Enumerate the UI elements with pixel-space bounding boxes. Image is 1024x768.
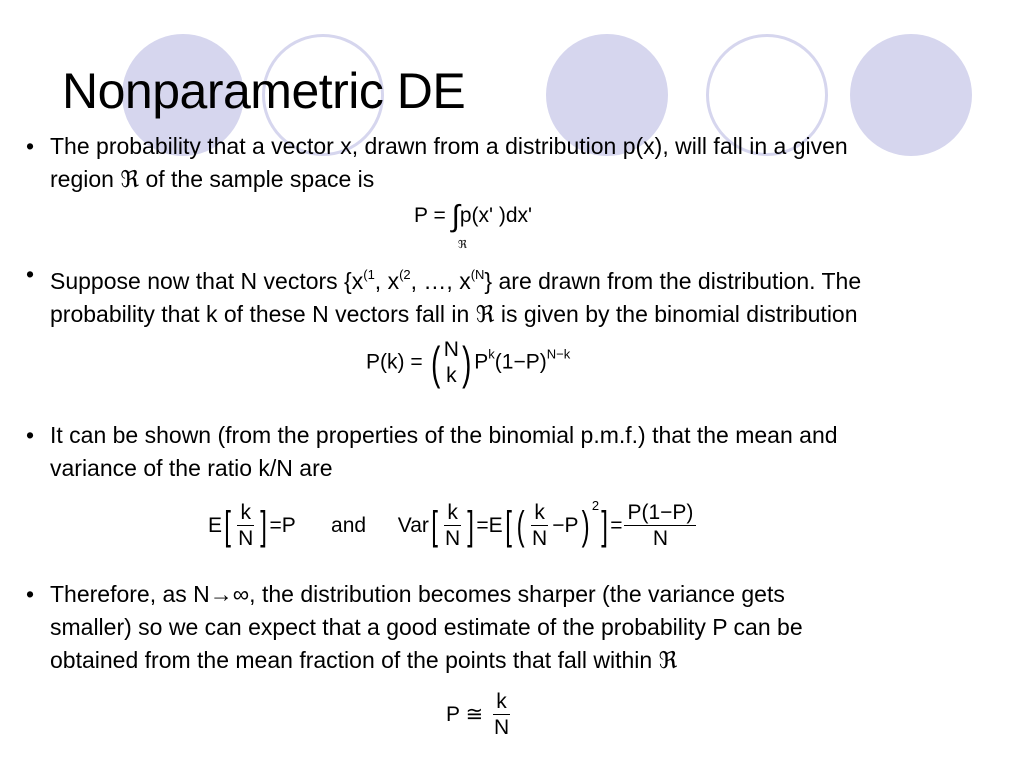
eq3-frac3-den: N <box>532 526 548 550</box>
eq2-bottom: k <box>446 364 457 387</box>
eq2-factor-exp: N−k <box>546 346 571 362</box>
region-symbol: ℜ <box>475 302 495 328</box>
bullet-1-text <box>50 130 1016 197</box>
bullet-1 <box>26 130 1016 197</box>
eq2-top: N <box>443 338 459 361</box>
slide-title: Nonparametric DE <box>62 63 466 119</box>
bullet-4-text <box>50 578 1016 678</box>
eq3-rbracket-3: ] <box>601 503 608 548</box>
eq2-equals: = <box>410 350 423 374</box>
eq2-p: P <box>474 350 489 374</box>
eq4-approx: ≅ <box>465 703 484 727</box>
eq2-lhs: P(k) <box>366 350 405 374</box>
eq3-frac2-num: k <box>444 501 461 526</box>
bullet-4-line2: smaller) so we can expect that a good estimate of the probability P can be <box>50 614 803 640</box>
eq3-frac-k-n-3 <box>529 501 550 552</box>
equation-mean-variance <box>208 498 698 552</box>
eq4-lhs: P <box>446 703 460 727</box>
bullet-1-line1: The probability that a vector x, drawn from a distribution p(x), will fall in a given <box>50 133 848 159</box>
bullet-2-sup2: (2 <box>399 267 411 282</box>
region-symbol: ℜ <box>120 167 140 193</box>
eq3-var: Var <box>397 514 429 537</box>
bullet-3-line1: It can be shown (from the properties of the binomial p.m.f.) that the mean and <box>50 422 838 448</box>
bullet-4 <box>26 578 1016 678</box>
eq3-p: P <box>281 514 296 537</box>
bullet-4-line1: Therefore, as N→∞, the distribution becomes sharper (the variance gets <box>50 581 785 607</box>
bullet-dot: • <box>26 581 35 607</box>
eq3-lbracket-3: [ <box>504 503 512 548</box>
eq3-frac1-den: N <box>238 526 254 550</box>
eq3-frac-k-n-1 <box>235 501 256 552</box>
eq3-rparen: ) <box>581 503 590 548</box>
bullet-3-text <box>50 419 1016 485</box>
eq3-square: 2 <box>591 498 600 513</box>
eq2-p-exp: k <box>488 346 495 362</box>
equation-binomial <box>366 336 570 390</box>
bullet-2-text <box>50 258 1016 332</box>
eq4-num: k <box>493 690 510 715</box>
eq1-equals: = <box>433 204 446 227</box>
bullet-2-line2-a: probability that k of these N vectors fall in <box>50 301 476 327</box>
eq1-integrand: p(x' )dx' <box>459 204 533 227</box>
eq2-lparen: ( <box>431 337 441 389</box>
region-symbol: ℜ <box>658 648 678 674</box>
eq3-frac1-num: k <box>237 501 254 526</box>
eq3-lbracket-1: [ <box>224 503 231 548</box>
bullet-3 <box>26 419 1016 485</box>
eq3-equals-3: = <box>610 514 623 537</box>
eq3-rbracket-2: ] <box>467 503 475 548</box>
bullet-2-mid2: , …, x <box>410 268 471 294</box>
bullet-1-line2-b: of the sample space is <box>139 166 375 192</box>
eq3-rbracket-1: ] <box>260 503 268 548</box>
eq3-equals-2: = <box>476 514 489 537</box>
eq3-equals-1: = <box>269 514 282 537</box>
bullet-dot: • <box>26 422 35 448</box>
bullet-2-line2-b: is given by the binomial distribution <box>494 301 858 327</box>
eq3-minus-p: −P <box>552 514 579 537</box>
bullet-dot: • <box>26 133 35 159</box>
eq3-lparen: ( <box>516 503 525 548</box>
bullet-1-line2-a: region <box>50 166 121 192</box>
eq1-lhs: P <box>414 204 428 227</box>
eq3-and: and <box>331 514 367 537</box>
eq3-lbracket-2: [ <box>431 503 438 548</box>
bullet-2-line1-b: } are drawn from the distribution. The <box>484 268 862 294</box>
eq2-binomial-coeff <box>444 337 459 389</box>
eq4-den: N <box>493 716 510 739</box>
eq3-e2: E <box>488 514 503 537</box>
equation-estimate <box>446 690 514 741</box>
eq4-frac-k-n <box>491 690 512 741</box>
bullet-2-sup3: (N <box>470 267 485 282</box>
bullet-2-sup1: (1 <box>363 267 375 282</box>
eq2-factor: (1−P) <box>494 350 547 374</box>
eq3-frac-k-n-2 <box>442 501 463 552</box>
bullet-4-line3: obtained from the mean fraction of the points that fall within <box>50 647 659 673</box>
eq3-frac2-den: N <box>445 526 461 550</box>
bullet-2-mid1: , x <box>374 268 400 294</box>
eq2-rparen: ) <box>462 337 472 389</box>
equation-integral <box>414 200 533 251</box>
bullet-2 <box>26 258 1016 332</box>
bullet-3-line2: variance of the ratio k/N are <box>50 455 333 481</box>
eq3-frac4-num: P(1−P) <box>624 501 696 526</box>
eq1-subscript: ℜ <box>458 238 467 251</box>
eq3-frac4-den: N <box>652 526 669 550</box>
bullet-2-line1-a: Suppose now that N vectors {x <box>50 268 364 294</box>
eq3-e: E <box>208 514 223 537</box>
eq3-frac3-num: k <box>531 501 548 526</box>
eq3-frac-variance <box>624 501 696 552</box>
eq1-integral-sign: ∫ <box>451 200 460 233</box>
bullet-dot: • <box>26 261 35 287</box>
